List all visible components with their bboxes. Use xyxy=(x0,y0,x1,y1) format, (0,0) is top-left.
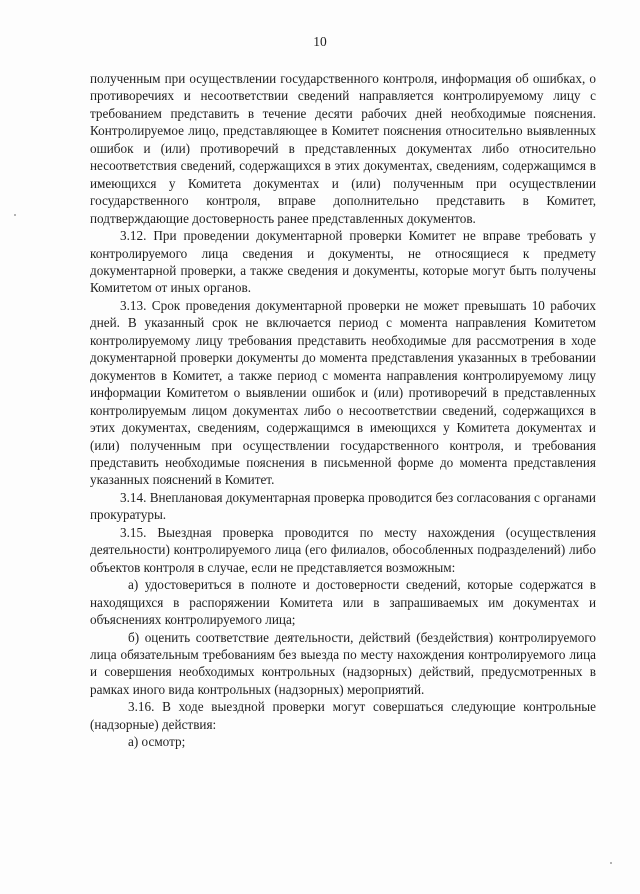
paragraph-3-15-a: а) удостовериться в полноте и достоверности сведений, которые содержатся в находящихся в распоряжении Комитета или в запрашиваемых им документах и объяснениях контролируемого лица; xyxy=(90,577,596,628)
scan-speck xyxy=(610,862,612,864)
paragraph-3-16-a: а) осмотр; xyxy=(128,734,186,750)
paragraph-3-13: 3.13. Срок проведения документарной проверки не может превышать 10 рабочих дней. В указанный срок не включается период с момента направления Комитетом контролируемому лицу требования представить необходимые для рассмотрения в ходе документарной проверки документы до момента представления указанных в требовании документов в Комитет, а также период с момента направления контролируемому лицу информации Комитетом о выявлении ошибок и (или) противоречий в представленных контролируемым лицом документах либо о несоответствии сведений, содержащихся в этих документах, сведениям, содержащимся в имеющихся у Комитета документах и (или) полученным при осуществлении государственного контроля, и требования представить необходимые пояснения в письменной форме до момента представления указанных пояснений в Комитет. xyxy=(90,297,596,488)
document-body xyxy=(90,70,596,751)
paragraph-3-14: 3.14. Внеплановая документарная проверка проводится без согласования с органами прокуратуры. xyxy=(90,489,596,523)
paragraph-3-16: 3.16. В ходе выездной проверки могут совершаться следующие контрольные (надзорные) действия: xyxy=(90,699,596,732)
paragraph-continuation: полученным при осуществлении государственного контроля, информация об ошибках, о противоречиях и несоответствии сведений направляется контролируемому лицу с требованием представить в течение десяти рабочих дней необходимые пояснения. Контролируемое лицо, представляющее в Комитет пояснения относительно выявленных ошибок и (или) противоречий в представленных документах либо относительно несоответствия сведений, содержащихся в этих документах, сведениям, содержащимся в имеющихся у Комитета документах и (или) полученным при осуществлении государственного контроля, вправе дополнительно представить в Комитет, подтверждающие достоверность ранее представленных документов. xyxy=(90,71,596,226)
scan-speck xyxy=(14,214,16,216)
paragraph-3-15-b: б) оценить соответствие деятельности, действий (бездействия) контролируемого лица обязательным требованиям без выезда по месту нахождения контролируемого лица и совершения необходимых контрольных (надзорных) действий, предусмотренных в рамках иного вида контрольных (надзорных) мероприятий. xyxy=(90,629,596,697)
paragraph-3-12: 3.12. При проведении документарной проверки Комитет не вправе требовать у контролируемого лица сведения и документы, не относящиеся к предмету документарной проверки, а также сведения и документы, которые могут быть получены Комитетом от иных органов. xyxy=(90,228,596,296)
page-number: 10 xyxy=(313,34,327,49)
paragraph-3-15: 3.15. Выездная проверка проводится по месту нахождения (осуществления деятельности) контролируемого лица (его филиалов, обособленных подразделений) либо объектов контроля в случае, если не представляется возможным: xyxy=(90,524,596,575)
